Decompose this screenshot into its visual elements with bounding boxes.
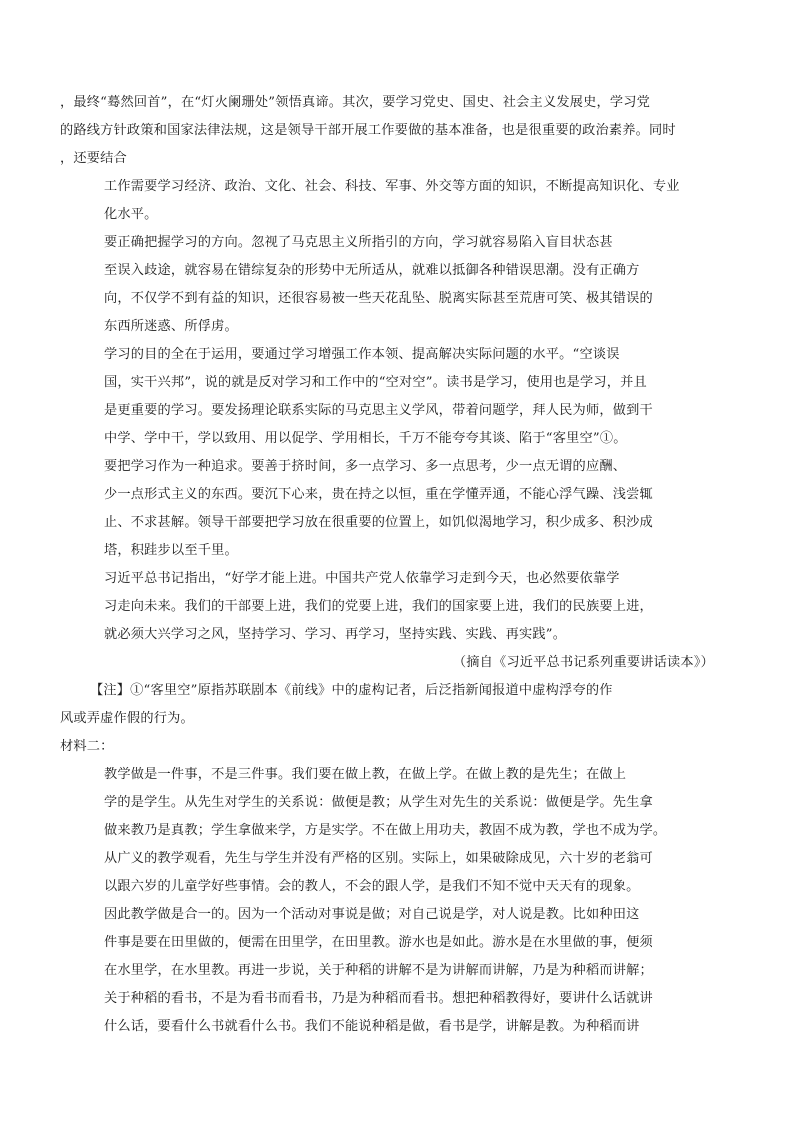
text-line: 工作需要学习经济、政治、文化、社会、科技、军事、外交等方面的知识，不断提高知识化、专业 (104, 179, 680, 194)
text-line: 东西所迷惑、所俘虏。 (104, 319, 238, 334)
text-line: 学习的目的全在于运用，要通过学习增强工作本领、提高解决实际问题的水平。“空谈误 (104, 347, 620, 362)
text-line: 要正确把握学习的方向。忽视了马克思主义所指引的方向，学习就容易陷入盲目状态甚 (104, 235, 613, 250)
text-line: 塔，积跬步以至千里。 (104, 543, 238, 558)
text-line: 止、不求甚解。领导干部要把学习放在很重要的位置上，如饥似渴地学习，积少成多、积沙成 (104, 515, 653, 530)
text-line: 从广义的教学观看，先生与学生并没有严格的区别。实际上，如果破除成见，六十岁的老翁可 (104, 851, 653, 866)
text-line: 学的是学生。从先生对学生的关系说：做便是教；从学生对先生的关系说：做便是学。先生拿 (104, 795, 653, 810)
text-line: 在水里学，在水里教。再进一步说，关于种稻的讲解不是为讲解而讲解，乃是为种稻而讲解； (104, 963, 653, 978)
footnote: 风或弄虚作假的行为。 (60, 711, 194, 726)
text-line: 习近平总书记指出，“好学才能上进。中国共产党人依靠学习走到今天，也必然要依靠学 (104, 571, 620, 586)
text-line: 因此教学做是合一的。因为一个活动对事说是做；对自己说是学，对人说是教。比如种田这 (104, 907, 640, 922)
text-line: 件事是要在田里做的，便需在田里学，在田里教。游水也是如此。游水是在水里做的事，便须 (104, 935, 653, 950)
text-line: 以跟六岁的儿童学好些事情。会的教人，不会的跟人学，是我们不知不觉中天天有的现象。 (104, 879, 640, 894)
text-line: 少一点形式主义的东西。要沉下心来，贵在持之以恒，重在学懂弄通，不能心浮气躁、浅尝辄 (104, 487, 653, 502)
text-line: 化水平。 (104, 207, 158, 222)
text-line: 向，不仅学不到有益的知识，还很容易被一些天花乱坠、脱离实际甚至荒唐可笑、极其错误的 (104, 291, 653, 306)
text-line: 国，实干兴邦”，说的就是反对学习和工作中的“空对空”。读书是学习，使用也是学习，并且 (104, 375, 647, 390)
text-line: 是更重要的学习。要发扬理论联系实际的马克思主义学风，带着问题学，拜人民为师，做到干 (104, 403, 653, 418)
text-line: 关于种稻的看书，不是为看书而看书，乃是为种稻而看书。想把种稻教得好，要讲什么话就讲 (104, 991, 653, 1006)
section-heading: 材料二： (60, 739, 114, 754)
text-line: 做来教乃是真教；学生拿做来学，方是实学。不在做上用功夫，教固不成为教，学也不成为学。 (104, 823, 667, 838)
text-line: ，还要结合 (60, 151, 127, 166)
text-line: 习走向未来。我们的干部要上进，我们的党要上进，我们的国家要上进，我们的民族要上进， (104, 599, 653, 614)
text-line: 什么话，要看什么书就看什么书。我们不能说种稻是做，看书是学，讲解是教。为种稻而讲 (104, 1019, 640, 1034)
footnote: 【注】①“客里空”原指苏联剧本《前线》中的虚构记者，后泛指新闻报道中虚构浮夸的作 (90, 683, 613, 698)
text-line: 至误入歧途，就容易在错综复杂的形势中无所适从，就难以抵御各种错误思潮。没有正确方 (104, 263, 640, 278)
text-line: 的路线方针政策和国家法律法规，这是领导干部开展工作要做的基本准备，也是很重要的政治素养。同时 (60, 123, 676, 138)
text-line: 就必须大兴学习之风，坚持学习、学习、再学习，坚持实践、实践、再实践”。 (104, 627, 567, 642)
text-line: 要把学习作为一种追求。要善于挤时间，多一点学习、多一点思考，少一点无谓的应酬、 (104, 459, 627, 474)
source-citation: （摘自《习近平总书记系列重要讲话读本》） (452, 655, 714, 670)
text-line: 教学做是一件事，不是三件事。我们要在做上教，在做上学。在做上教的是先生；在做上 (104, 767, 627, 782)
text-line: ，最终“蓦然回首”，在“灯火阑珊处”领悟真谛。其次，要学习党史、国史、社会主义发展史，学习党 (60, 95, 651, 110)
text-line: 中学、学中干，学以致用、用以促学、学用相长，千万不能夸夸其谈、陷于“客里空”①。 (104, 431, 627, 446)
